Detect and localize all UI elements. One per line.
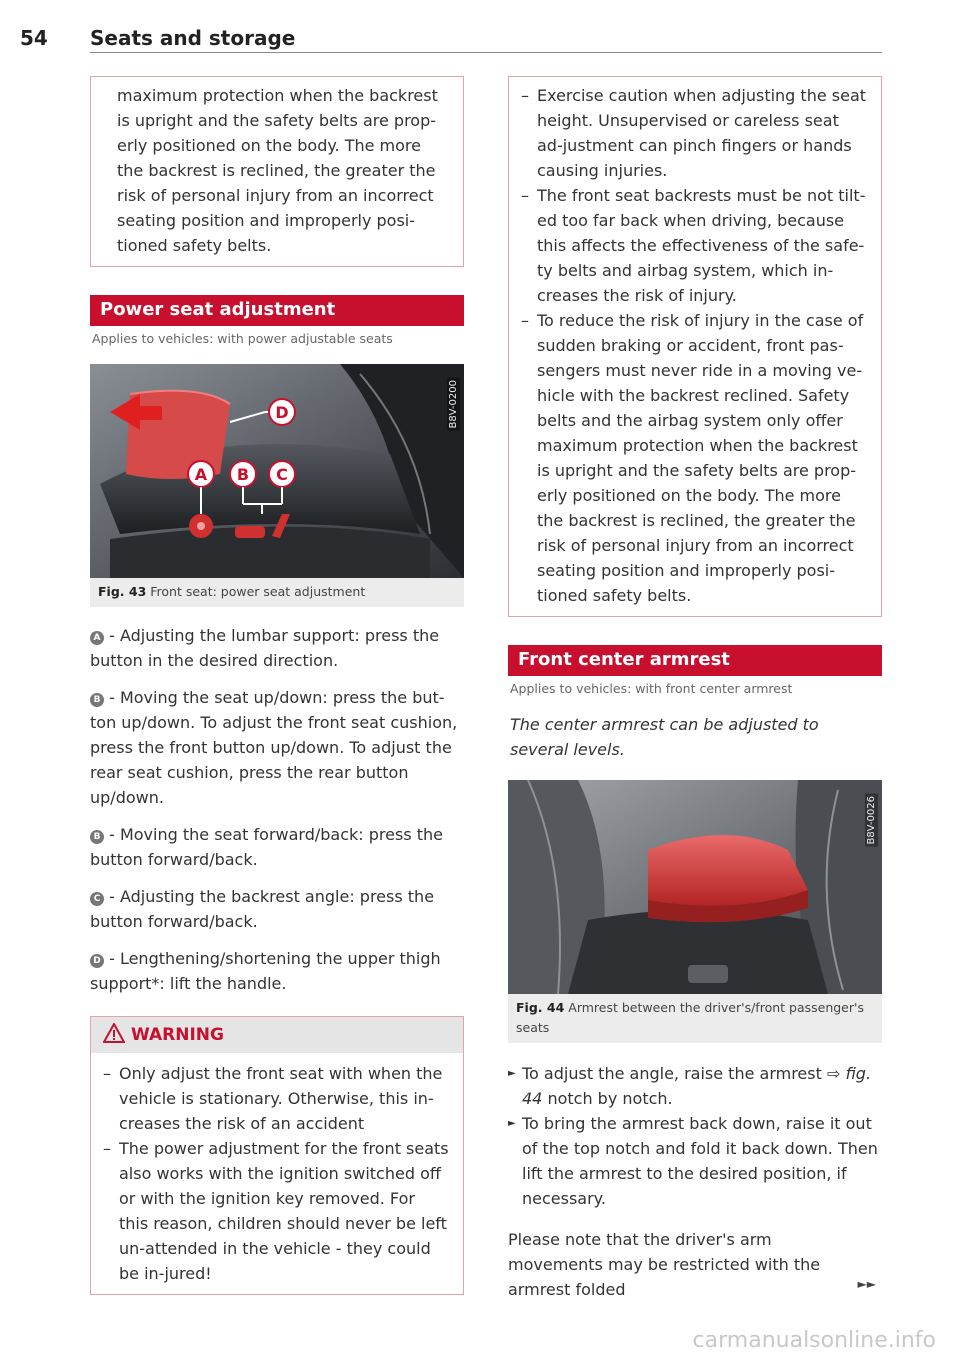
- continue-arrow-icon: ►►: [857, 1277, 876, 1291]
- warning-item: – Only adjust the front seat with when the vehicle is stationary. Otherwise, this in-creases the risk of an accident: [103, 1061, 449, 1136]
- figure-43-code: B8V-0200: [448, 380, 459, 429]
- watermark: carmanualsonline.info: [692, 1328, 936, 1353]
- control-descriptions: [90, 623, 464, 996]
- continued-warning-box: [90, 76, 464, 267]
- warning-item: – Exercise caution when adjusting the seat height. Unsupervised or careless seat ad-justment can pinch fingers or hands causing injuries.: [521, 83, 867, 183]
- header-rule: [90, 52, 882, 53]
- armrest-steps: [508, 1061, 882, 1211]
- continued-warning-list: [509, 83, 881, 608]
- item-backrest: C - Adjusting the backrest angle: press the button forward/back.: [90, 887, 435, 931]
- right-column: [508, 76, 882, 1302]
- armrest-drawing: [508, 780, 882, 994]
- label-a: A: [194, 465, 208, 484]
- figure-43-text: Front seat: power seat adjustment: [150, 584, 366, 599]
- page-number: 54: [20, 26, 48, 50]
- figure-44: [508, 780, 882, 1043]
- figure-43-caption: [90, 578, 464, 607]
- armrest-note: Please note that the driver's arm movements may be restricted with the armrest folded ►►: [508, 1230, 876, 1299]
- figure-44-number: Fig. 44: [516, 1000, 565, 1015]
- figure-44-code: B8V-0026: [866, 796, 877, 845]
- item-lumbar: A - Adjusting the lumbar support: press the button in the desired direction.: [90, 626, 440, 670]
- warning-item: – The power adjustment for the front seats also works with the ignition switched off or with the ignition key removed. For this reason, children should never be left un-attended in the vehicle - they could be in-jured!: [103, 1136, 449, 1286]
- left-column: [90, 76, 464, 1295]
- continued-warning-text: maximum protection when the backrest is upright and the safety belts are prop-erly positioned on the body. The more the backrest is reclined, the greater the risk of personal injury from an incorrect seating position and improperly posi-tioned safety belts.: [117, 86, 438, 255]
- marker-b-icon: B: [90, 830, 104, 844]
- marker-d-icon: D: [90, 954, 104, 968]
- figure-43: [90, 364, 464, 607]
- armrest-heading: Front center armrest: [508, 645, 882, 676]
- label-b: B: [236, 465, 250, 484]
- step-item: ► To bring the armrest back down, raise it out of the top notch and fold it back down. Then lift the armrest to the desired position, if necessary.: [508, 1111, 882, 1211]
- seat-drawing: [90, 364, 464, 578]
- figure-44-text: Armrest between the driver's/front passenger's seats: [516, 1000, 864, 1035]
- page-header: [0, 22, 960, 52]
- figure-reference-link[interactable]: ⇨ fig. 44: [522, 1064, 872, 1108]
- armrest-intro: The center armrest can be adjusted to several levels.: [510, 715, 819, 759]
- warning-triangle-icon: [103, 1023, 125, 1043]
- marker-c-icon: C: [90, 892, 104, 906]
- warning-item: – To reduce the risk of injury in the case of sudden braking or accident, front pas-sengers must never ride in a moving ve-hicle with the backrest reclined. Safety belts and the airbag system only offer maximum protection when the backrest is upright and the safety belts are prop-erly positioned on the body. The more the backrest is reclined, the greater the risk of personal injury from an incorrect seating position and improperly posi-tioned safety belts.: [521, 308, 867, 608]
- armrest-illustration: [508, 780, 882, 994]
- item-seat-height: B - Moving the seat up/down: press the but-ton up/down. To adjust the front seat cushion, press the front button up/down. To adjust the rear seat cushion, press the rear button up/down.: [90, 688, 458, 807]
- warning-item: – The front seat backrests must be not tilt-ed too far back when driving, because this affects the effectiveness of the safe-ty belts and airbag system, which in-creases the risk of injury.: [521, 183, 867, 308]
- seat-illustration: [90, 364, 464, 578]
- seat-height-button: [235, 526, 265, 538]
- section-title: Seats and storage: [90, 26, 296, 50]
- continued-warning-list-box: [508, 76, 882, 617]
- warning-box: [90, 1016, 464, 1295]
- power-seat-heading: Power seat adjustment: [90, 295, 464, 326]
- item-seat-position: B - Moving the seat forward/back: press the button forward/back.: [90, 825, 444, 869]
- warning-header: [91, 1017, 463, 1053]
- armrest-applies: Applies to vehicles: with front center armrest: [510, 681, 793, 696]
- power-seat-applies: Applies to vehicles: with power adjustable seats: [92, 331, 393, 346]
- marker-a-icon: A: [90, 631, 104, 645]
- warning-title: WARNING: [131, 1025, 224, 1045]
- step-item: ► To adjust the angle, raise the armrest ⇨ fig. 44 notch by notch.: [508, 1061, 882, 1111]
- figure-43-number: Fig. 43: [98, 584, 147, 599]
- label-d: D: [275, 403, 289, 422]
- marker-b-icon: B: [90, 693, 104, 707]
- label-c: C: [276, 465, 288, 484]
- item-thigh-support: D - Lengthening/shortening the upper thigh support*: lift the handle.: [90, 949, 441, 993]
- figure-44-caption: [508, 994, 882, 1043]
- warning-list: [91, 1053, 463, 1294]
